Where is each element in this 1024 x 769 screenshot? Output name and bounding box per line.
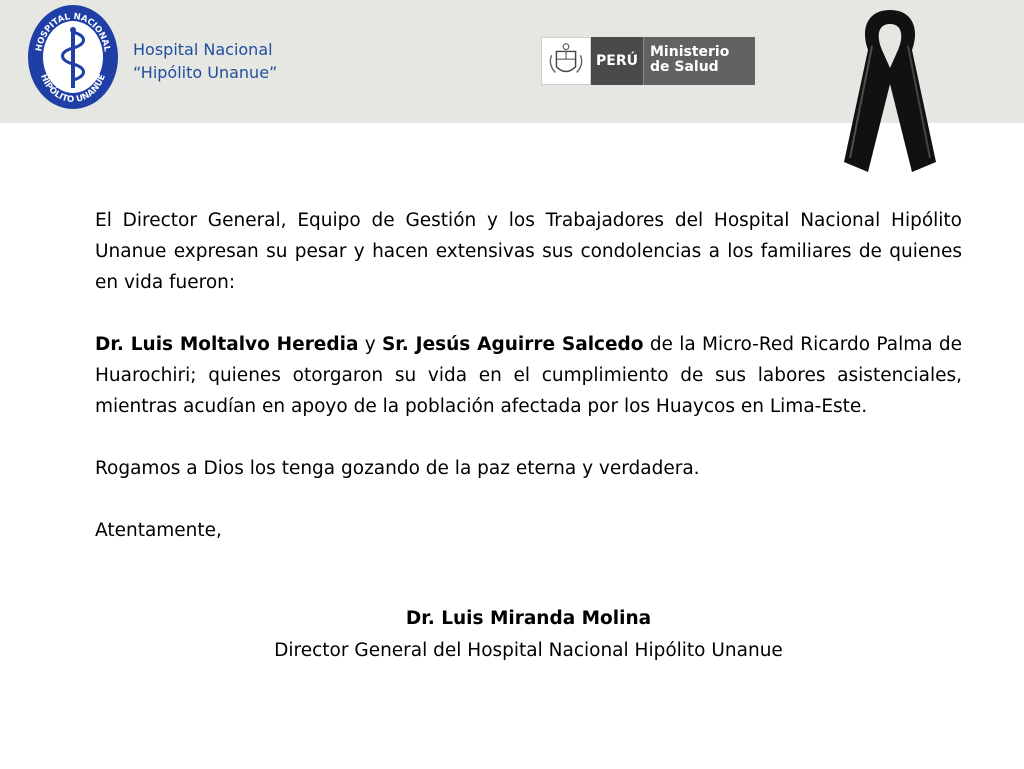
peru-coat-of-arms-icon xyxy=(541,37,591,85)
paragraph-intro: El Director General, Equipo de Gestión y los Trabajadores del Hospital Nacional Hipólito Unanue expresan su pesar y hacen extensivas sus condolencias a los familiares de quienes en vida fueron: xyxy=(95,210,962,293)
signatory-name: Dr. Luis Miranda Molina xyxy=(405,608,652,629)
hospital-seal-logo xyxy=(27,4,119,111)
deceased-name-2: Sr. Jesús Aguirre Salcedo xyxy=(381,334,644,355)
signature-block xyxy=(95,603,962,667)
minsa-line1: Ministerio xyxy=(650,44,730,60)
deceased-name-1: Dr. Luis Moltalvo Heredia xyxy=(95,334,359,355)
closing: Atentamente, xyxy=(95,520,222,541)
letter-body xyxy=(95,205,962,546)
hospital-name-line2: “Hipólito Unanue” xyxy=(133,63,278,82)
signatory-title: Director General del Hospital Nacional Hipólito Unanue xyxy=(274,640,783,661)
paragraph-deceased xyxy=(95,329,962,422)
ministerio-de-salud-logo xyxy=(541,37,755,85)
minsa-name xyxy=(644,37,755,85)
hospital-name-line1: Hospital Nacional xyxy=(133,40,273,59)
svg-text:HIPÓLITO UNANUE: HIPÓLITO UNANUE xyxy=(38,72,108,106)
paragraph-prayer: Rogamos a Dios los tenga gozando de la paz eterna y verdadera. xyxy=(95,458,700,479)
paragraph-deceased-rest: de la Micro-Red Ricardo Palma de Huarochiri; quienes otorgaron su vida en el cumplimiento de sus labores asistenciales, mientras acudían en apoyo de la población afectada por los Huaycos en Lima-Este. xyxy=(95,334,962,417)
hospital-name xyxy=(133,38,277,84)
svg-text:HOSPITAL NACIONAL: HOSPITAL NACIONAL xyxy=(34,11,112,53)
minsa-country-label: PERÚ xyxy=(591,37,644,85)
conjunction: y xyxy=(358,334,382,355)
minsa-line2: de Salud xyxy=(650,59,719,75)
mourning-ribbon-icon xyxy=(838,6,942,180)
